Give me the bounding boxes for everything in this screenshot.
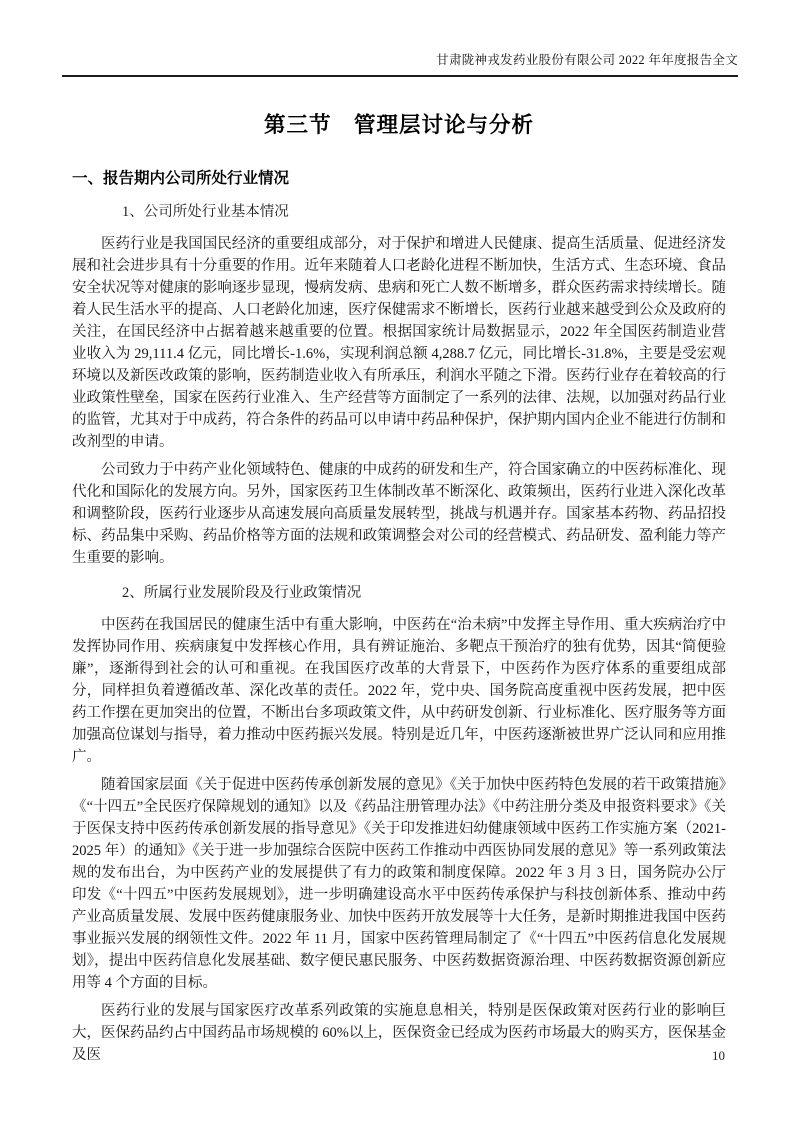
paragraph-national-policies: 随着国家层面《关于促进中医药传承创新发展的意见》《关于加快中医药特色发展的若干政策措施》《“十四五”全民医疗保障规划的通知》以及《药品注册管理办法》《中药注册分类及申报资料要求》《关于医保支持中医药传承创新发展的指导意见》《关于印发推进妇幼健康领域中医药工作实施方案（2021-2025 年）的通知》《关于进一步加强综合医院中医药工作推动中西医协同发展的意见》等一系列政策法规的发布出台，为中医药产业的发展提供了有力的政策和制度保障。2022 年 3 月 3 日，国务院办公厅印发《“十四五”中医药发展规划》，进一步明确建设高水平中医药传承保护与科技创新体系、推动中药产业高质量发展、发展中医药健康服务业、加快中医药开放发展等十大任务，是新时期推进我国中医药事业振兴发展的纲领性文件。2022 年 11 月，国家中医药管理局制定了《“十四五”中医药信息化发展规划》，提出中医药信息化发展基础、数字便民惠民服务、中医药数据资源治理、中医药数据资源创新应用等 4 个方面的目标。 [72, 777, 726, 991]
paragraph-tcm-influence: 中医药在我国居民的健康生活中有重大影响，中医药在“治未病”中发挥主导作用、重大疾病治疗中发挥协同作用、疾病康复中发挥核心作用，具有辨证施治、多靶点干预治疗的独有优势，因其“简便验廉”，逐渐得到社会的认可和重视。在我国医疗改革的大背景下，中医药作为医疗体系的重要组成部分，同样担负着遵循改革、深化改革的责任。2022 年，党中央、国务院高度重视中医药发展，把中医药工作摆在更加突出的位置，不断出台多项政策文件，从中药研发创新、行业标准化、医疗服务等方面加强高位谋划与指导，着力推动中医药振兴发展。特别是近几年，中医药逐渐被世界广泛认同和应用推广。 [72, 617, 726, 765]
section-title: 第三节 管理层讨论与分析 [263, 113, 534, 137]
heading-industry-situation: 一、报告期内公司所处行业情况 [72, 170, 290, 187]
subheading-industry-stage-policy: 2、所属行业发展阶段及行业政策情况 [122, 585, 362, 601]
header-divider [62, 75, 738, 77]
page-header [62, 52, 738, 77]
page-number: 10 [712, 1048, 725, 1063]
subheading-industry-basics: 1、公司所处行业基本情况 [122, 204, 289, 220]
paragraph-industry-overview: 医药行业是我国国民经济的重要组成部分，对于保护和增进人民健康、提高生活质量、促进经济发展和社会进步具有十分重要的作用。近年来随着人口老龄化进程不断加快，生活方式、生态环境、食品安全状况等对健康的影响逐步显现，慢病发病、患病和死亡人数不断增多，群众医药需求持续增长。随着人民生活水平的提高、人口老龄化加速，医疗保健需求不断增长，医药行业越来越受到公众及政府的关注，在国民经济中占据着越来越重要的位置。根据国家统计局数据显示，2022 年全国医药制造业营业收入为 29,111.4 亿元，同比增长-1.6%，实现利润总额 4,288.7 亿元，同比增长-31.8%，主要是受宏观环境以及新医改政策的影响，医药制造业收入有所承压，利润水平随之下滑。医药行业存在着较高的行业政策性壁垒，国家在医药行业准入、生产经营等方面制定了一系列的法律、法规，以加强对药品行业的监管，尤其对于中成药，符合条件的药品可以申请中药品种保护，保护期内国内企业不能进行仿制和改剂型的申请。 [72, 236, 726, 450]
paragraph-medical-insurance: 医药行业的发展与国家医疗改革系列政策的实施息息相关，特别是医保政策对医药行业的影响巨大，医保药品约占中国药品市场规模的 60%以上，医保资金已经成为医药市场最大的购买方，医保基金及医 [72, 1003, 726, 1063]
header-report-title: 甘肃陇神戎发药业股份有限公司 2022 年年度报告全文 [436, 53, 738, 67]
document-content [72, 111, 726, 1066]
paragraph-company-position: 公司致力于中药产业化领域特色、健康的中成药的研发和生产，符合国家确立的中医药标准化、现代化和国际化的发展方向。另外，国家医药卫生体制改革不断深化、政策频出，医药行业进入深化改革和调整阶段，医药行业逐步从高速发展向高质量发展转型，挑战与机遇并存。国家基本药物、药品招投标、药品集中采购、药品价格等方面的法规和政策调整会对公司的经营模式、药品研发、盈利能力等产生重要的影响。 [72, 462, 726, 566]
